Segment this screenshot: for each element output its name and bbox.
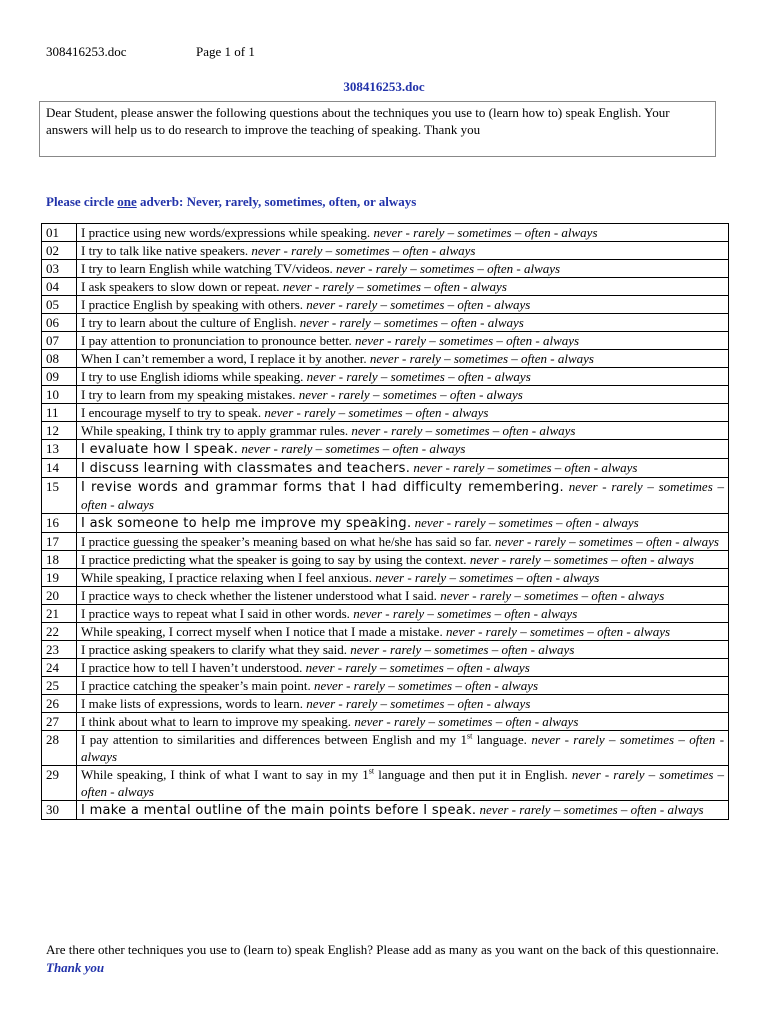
question-number: 06: [42, 314, 77, 332]
question-number: 13: [42, 440, 77, 459]
question-number: 16: [42, 514, 77, 533]
table-row: [42, 224, 729, 242]
question-text: While speaking, I think try to apply grammar rules.: [81, 423, 349, 438]
question-number: 12: [42, 422, 77, 440]
answer-options[interactable]: never - rarely – sometimes – often - always: [336, 261, 561, 276]
question-number: 02: [42, 242, 77, 260]
table-row: [42, 641, 729, 659]
answer-options[interactable]: never - rarely – sometimes – often - always: [353, 606, 578, 621]
instruction-after: adverb: Never, rarely, sometimes, often, or always: [136, 194, 417, 209]
question-number: 07: [42, 332, 77, 350]
question-text: I ask speakers to slow down or repeat.: [81, 279, 280, 294]
question-number: 11: [42, 404, 77, 422]
question-cell: [77, 766, 729, 801]
question-cell: [77, 533, 729, 551]
table-row: [42, 422, 729, 440]
instruction-before: Please circle: [46, 194, 118, 209]
question-text: I try to learn about the culture of English.: [81, 315, 297, 330]
answer-options[interactable]: never - rarely – sometimes – often - always: [373, 225, 598, 240]
question-superscript: st: [466, 731, 473, 741]
question-cell: [77, 260, 729, 278]
question-text: I discuss learning with classmates and teachers.: [81, 461, 411, 476]
table-row: [42, 386, 729, 404]
instruction-line: [46, 194, 416, 210]
answer-options[interactable]: never - rarely – sometimes – often - always: [298, 387, 523, 402]
question-cell: [77, 404, 729, 422]
question-cell: [77, 332, 729, 350]
answer-options[interactable]: never - rarely – sometimes – often - always: [306, 369, 531, 384]
question-text: While speaking, I correct myself when I notice that I made a mistake.: [81, 624, 443, 639]
question-text: I pay attention to pronunciation to pronounce better.: [81, 333, 352, 348]
question-cell: [77, 314, 729, 332]
answer-options[interactable]: never - rarely – sometimes – often - always: [414, 515, 639, 530]
question-cell: [77, 605, 729, 623]
question-text: I try to talk like native speakers.: [81, 243, 249, 258]
answer-options[interactable]: never - rarely – sometimes – often - always: [413, 460, 638, 475]
question-cell: [77, 224, 729, 242]
question-text: When I can’t remember a word, I replace it by another.: [81, 351, 367, 366]
question-number: 21: [42, 605, 77, 623]
question-number: 18: [42, 551, 77, 569]
header-filename: 308416253.doc: [46, 44, 127, 59]
question-cell: [77, 623, 729, 641]
table-row: [42, 587, 729, 605]
table-row: [42, 440, 729, 459]
answer-options[interactable]: never - rarely – sometimes – often - always: [355, 333, 580, 348]
intro-box: [39, 101, 716, 157]
answer-options[interactable]: never - rarely – sometimes – often - always: [306, 297, 531, 312]
table-row: [42, 766, 729, 801]
question-cell: [77, 386, 729, 404]
footer-text: Are there other techniques you use to (learn to) speak English? Please add as many as you want on the back of this questionnaire.: [46, 942, 719, 957]
table-row: [42, 569, 729, 587]
question-text: I practice ways to check whether the listener understood what I said.: [81, 588, 437, 603]
question-text: I encourage myself to try to speak.: [81, 405, 262, 420]
table-row: [42, 713, 729, 731]
question-text: While speaking, I practice relaxing when I feel anxious.: [81, 570, 372, 585]
answer-options[interactable]: never - rarely – sometimes – often - always: [469, 552, 694, 567]
question-number: 08: [42, 350, 77, 368]
question-number: 26: [42, 695, 77, 713]
question-text: I ask someone to help me improve my speaking.: [81, 516, 412, 531]
question-number: 09: [42, 368, 77, 386]
question-text: I try to learn from my speaking mistakes.: [81, 387, 296, 402]
table-row: [42, 459, 729, 478]
table-row: [42, 659, 729, 677]
table-row: [42, 478, 729, 514]
table-row: [42, 623, 729, 641]
question-number: 10: [42, 386, 77, 404]
answer-options[interactable]: never - rarely – sometimes – often - always: [81, 732, 725, 764]
question-superscript: st: [368, 766, 375, 776]
question-cell: [77, 368, 729, 386]
question-cell: [77, 278, 729, 296]
question-cell: [77, 587, 729, 605]
question-cell: [77, 459, 729, 478]
table-row: [42, 514, 729, 533]
table-row: [42, 404, 729, 422]
question-cell: [77, 677, 729, 695]
answer-options[interactable]: never - rarely – sometimes – often - always: [369, 351, 594, 366]
answer-options[interactable]: never - rarely – sometimes – often - always: [81, 479, 724, 512]
question-text: I try to use English idioms while speaking.: [81, 369, 304, 384]
question-cell: [77, 350, 729, 368]
questionnaire-table: [41, 223, 729, 820]
question-cell: [77, 514, 729, 533]
answer-options[interactable]: never - rarely – sometimes – often - always: [264, 405, 489, 420]
answer-options[interactable]: never - rarely – sometimes – often - always: [445, 624, 671, 639]
table-row: [42, 314, 729, 332]
question-cell: [77, 695, 729, 713]
answer-options[interactable]: never - rarely – sometimes – often - always: [494, 534, 719, 549]
table-row: [42, 677, 729, 695]
answer-options[interactable]: never - rarely – sometimes – often - always: [305, 660, 530, 675]
table-row: [42, 260, 729, 278]
question-number: 27: [42, 713, 77, 731]
questionnaire-body: [42, 224, 729, 820]
question-number: 20: [42, 587, 77, 605]
question-cell: [77, 242, 729, 260]
question-number: 22: [42, 623, 77, 641]
table-row: [42, 533, 729, 551]
intro-text: Dear Student, please answer the following questions about the techniques you use to (learn how to) speak English. Your answers will help us to do research to improve the teaching of speaking. Thank you: [46, 105, 670, 137]
answer-options[interactable]: never - rarely – sometimes – often - always: [350, 642, 575, 657]
question-number: 03: [42, 260, 77, 278]
question-cell: [77, 801, 729, 820]
table-row: [42, 368, 729, 386]
question-number: 19: [42, 569, 77, 587]
question-text: I try to learn English while watching TV/videos.: [81, 261, 333, 276]
footer-paragraph: [46, 941, 736, 977]
table-row: [42, 801, 729, 820]
answer-options[interactable]: never - rarely – sometimes – often - always: [440, 588, 665, 603]
answer-options[interactable]: never - rarely – sometimes – often - always: [81, 767, 725, 799]
question-cell: [77, 422, 729, 440]
question-text: I revise words and grammar forms that I had difficulty remembering.: [81, 480, 564, 495]
question-cell: [77, 641, 729, 659]
question-text: I make a mental outline of the main points before I speak.: [81, 803, 477, 818]
question-text: I practice how to tell I haven’t understood.: [81, 660, 303, 675]
question-number: 04: [42, 278, 77, 296]
answer-options[interactable]: never - rarely – sometimes – often - always: [251, 243, 476, 258]
question-number: 05: [42, 296, 77, 314]
question-cell: [77, 296, 729, 314]
question-number: 28: [42, 731, 77, 766]
question-cell: [77, 713, 729, 731]
header-page-number: Page 1 of 1: [196, 44, 255, 59]
instruction-emphasis: one: [117, 194, 137, 209]
question-text: I make lists of expressions, words to learn.: [81, 696, 304, 711]
document-header: [46, 44, 255, 60]
question-cell: [77, 659, 729, 677]
table-row: [42, 695, 729, 713]
question-text: I think about what to learn to improve my speaking.: [81, 714, 352, 729]
answer-options[interactable]: never - rarely – sometimes – often - always: [479, 802, 704, 817]
table-row: [42, 731, 729, 766]
question-number: 24: [42, 659, 77, 677]
question-text: I practice guessing the speaker’s meaning based on what he/she has said so far.: [81, 534, 492, 549]
question-number: 25: [42, 677, 77, 695]
question-text-after: language.: [472, 732, 527, 747]
question-text: I practice catching the speaker’s main point.: [81, 678, 311, 693]
question-cell: [77, 731, 729, 766]
question-number: 01: [42, 224, 77, 242]
question-text: I pay attention to similarities and differences between English and my 1: [81, 732, 467, 747]
answer-options[interactable]: never - rarely – sometimes – often - always: [241, 441, 466, 456]
answer-options[interactable]: never - rarely – sometimes – often - always: [354, 714, 579, 729]
question-cell: [77, 478, 729, 514]
answer-options[interactable]: never - rarely – sometimes – often - always: [375, 570, 600, 585]
question-cell: [77, 440, 729, 459]
answer-options[interactable]: never - rarely – sometimes – often - always: [299, 315, 524, 330]
question-text: I practice English by speaking with others.: [81, 297, 304, 312]
table-row: [42, 332, 729, 350]
table-row: [42, 350, 729, 368]
table-row: [42, 551, 729, 569]
answer-options[interactable]: never - rarely – sometimes – often - always: [282, 279, 507, 294]
document-title: 308416253.doc: [343, 79, 425, 94]
answer-options[interactable]: never - rarely – sometimes – often - always: [313, 678, 539, 693]
question-cell: [77, 569, 729, 587]
question-number: 14: [42, 459, 77, 478]
question-text: I evaluate how I speak.: [81, 442, 239, 457]
question-text-after: language and then put it in English.: [374, 767, 568, 782]
question-cell: [77, 551, 729, 569]
question-text: While speaking, I think of what I want to say in my 1: [81, 767, 369, 782]
question-text: I practice using new words/expressions while speaking.: [81, 225, 371, 240]
footer-thanks: Thank you: [46, 960, 105, 975]
question-text: I practice ways to repeat what I said in other words.: [81, 606, 350, 621]
table-row: [42, 278, 729, 296]
answer-options[interactable]: never - rarely – sometimes – often - always: [306, 696, 531, 711]
question-number: 15: [42, 478, 77, 514]
question-number: 30: [42, 801, 77, 820]
table-row: [42, 242, 729, 260]
table-row: [42, 296, 729, 314]
question-number: 29: [42, 766, 77, 801]
question-number: 23: [42, 641, 77, 659]
answer-options[interactable]: never - rarely – sometimes – often - always: [351, 423, 576, 438]
question-number: 17: [42, 533, 77, 551]
question-text: I practice predicting what the speaker is going to say by using the context.: [81, 552, 467, 567]
table-row: [42, 605, 729, 623]
question-text: I practice asking speakers to clarify what they said.: [81, 642, 348, 657]
